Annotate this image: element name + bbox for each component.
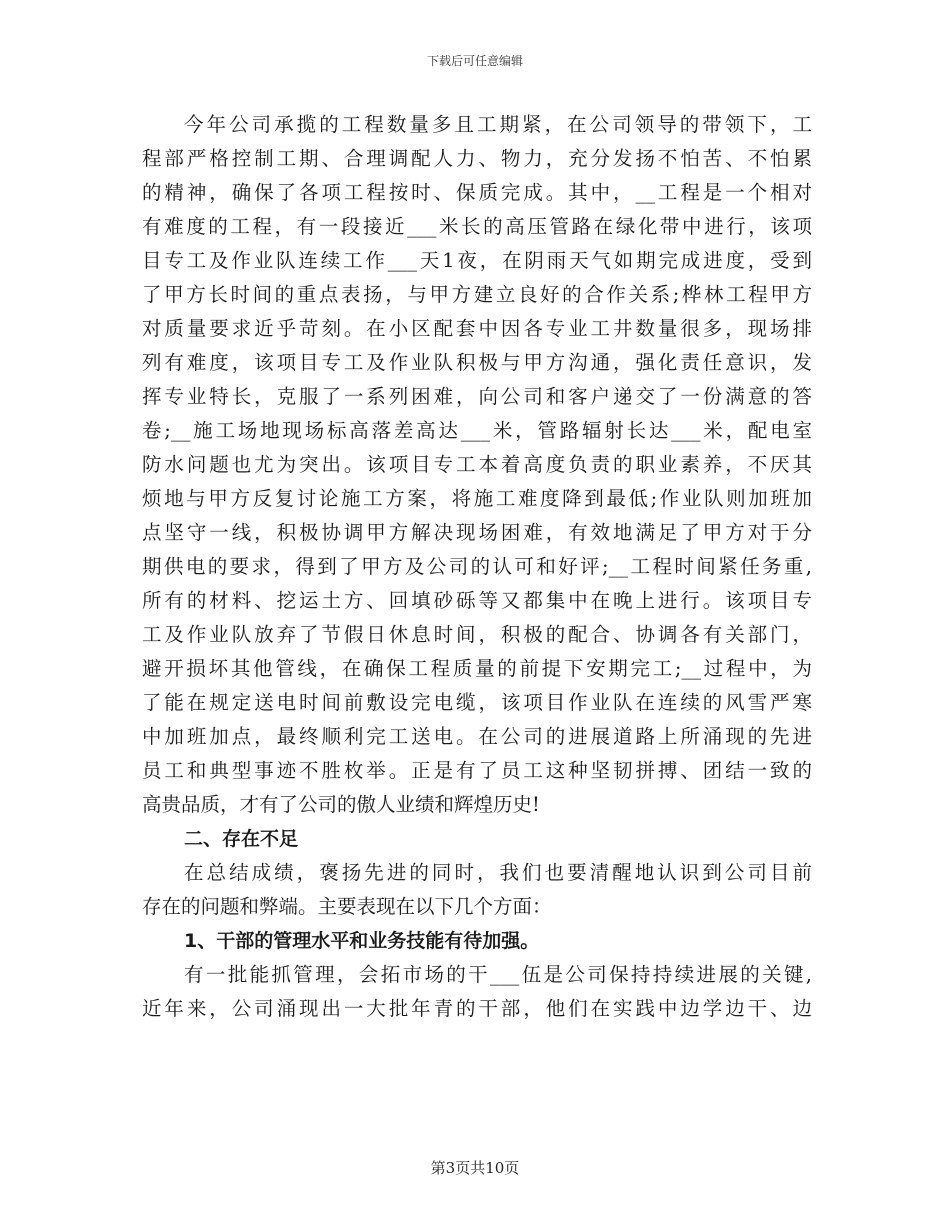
text-line: 避开损坏其他管线，在确保工程质量的前提下安期完工;__过程中，为 — [142, 657, 812, 680]
text-line: 防水问题也尤为突出。该项目专工本着高度负责的职业素养，不厌其 — [142, 453, 812, 476]
text-line: 高贵品质，才有了公司的傲人业绩和辉煌历史! — [142, 793, 540, 816]
subsection-heading-management: 1、干部的管理水平和业务技能有待加强。 — [184, 930, 540, 952]
text-line: 卷;__施工场地现场标高落差高达___米，管路辐射长达___米，配电室 — [142, 419, 812, 442]
paragraph-management — [142, 958, 812, 1026]
text-line: 有难度的工程，有一段接近___米长的高压管路在绿化带中进行，该项 — [142, 215, 812, 238]
text-line: 程部严格控制工期、合理调配人力、物力，充分发扬不怕苦、不怕累 — [142, 147, 812, 170]
text-line: 挥专业特长，克服了一系列困难，向公司和客户递交了一份满意的答 — [142, 385, 812, 408]
document-body — [142, 108, 812, 1026]
page-number: 第3页共10页 — [430, 1159, 520, 1177]
text-line: 有一批能抓管理，会拓市场的干___伍是公司保持持续进展的关键, — [184, 963, 812, 986]
text-line: 期供电的要求，得到了甲方及公司的认可和好评;__工程时间紧任务重, — [142, 555, 812, 578]
text-line: 存在的问题和弊端。主要表现在以下几个方面： — [142, 895, 552, 918]
text-line: 烦地与甲方反复讨论施工方案，将施工难度降到最低;作业队则加班加 — [142, 487, 812, 510]
text-line: 所有的材料、挖运土方、回填砂砾等又都集中在晚上进行。该项目专 — [142, 589, 812, 612]
text-line: 员工和典型事迹不胜枚举。正是有了员工这种坚韧拼搏、团结一致的 — [142, 759, 812, 782]
text-line: 近年来，公司涌现出一大批年青的干部，他们在实践中边学边干、边 — [142, 997, 812, 1020]
text-line: 目专工及作业队连续工作___天1夜，在阴雨天气如期完成进度，受到 — [142, 249, 812, 272]
text-line: 了甲方长时间的重点表扬，与甲方建立良好的合作关系;桦林工程甲方 — [142, 283, 812, 306]
text-line: 在总结成绩，褒扬先进的同时，我们也要清醒地认识到公司目前 — [184, 861, 812, 884]
text-line: 的精神，确保了各项工程按时、保质完成。其中，__工程是一个相对 — [142, 181, 812, 204]
text-line: 工及作业队放弃了节假日休息时间，积极的配合、协调各有关部门， — [142, 623, 812, 646]
text-line: 今年公司承揽的工程数量多且工期紧，在公司领导的带领下，工 — [184, 113, 812, 136]
paragraph-achievements — [142, 108, 812, 822]
text-line: 对质量要求近乎苛刻。在小区配套中因各专业工井数量很多，现场排 — [142, 317, 812, 340]
paragraph-shortcomings-intro — [142, 856, 812, 924]
text-line: 列有难度，该项目专工及作业队积极与甲方沟通，强化责任意识，发 — [142, 351, 812, 374]
page-header-note: 下载后可任意编辑 — [426, 54, 523, 68]
text-line: 中加班加点，最终顺利完工送电。在公司的进展道路上所涌现的先进 — [142, 725, 812, 748]
section-heading-shortcomings: 二、存在不足 — [184, 828, 299, 850]
text-line: 点坚守一线，积极协调甲方解决现场困难，有效地满足了甲方对于分 — [142, 521, 812, 544]
text-line: 了能在规定送电时间前敷设完电缆，该项目作业队在连续的风雪严寒 — [142, 691, 812, 714]
